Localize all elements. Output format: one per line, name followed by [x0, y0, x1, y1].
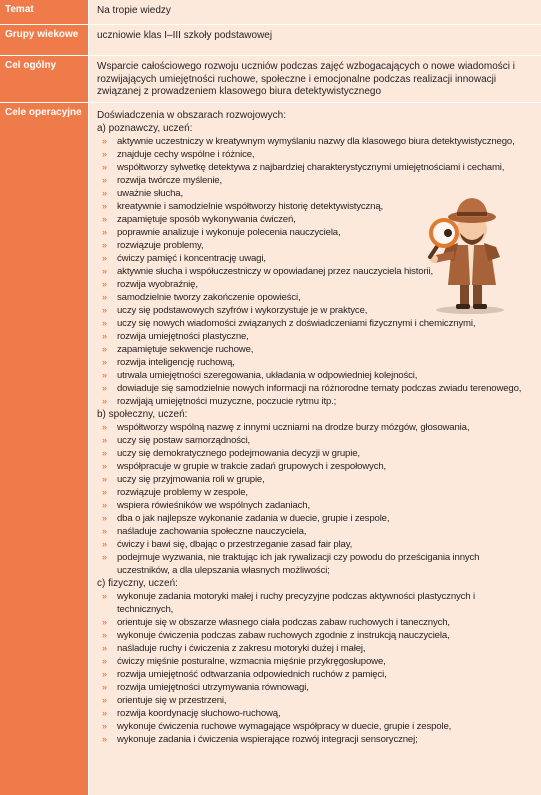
value-grupy: uczniowie klas I–III szkoły podstawowej	[89, 25, 541, 55]
list-item: » zapamiętuje sekwencje ruchowe,	[97, 343, 533, 356]
label-grupy: Grupy wiekowe	[0, 25, 88, 55]
value-temat: Na tropie wiedzy	[89, 0, 541, 24]
list-item: » uważnie słucha,	[97, 187, 533, 200]
row-temat	[0, 0, 541, 24]
list-item: » rozwijają umiejętności muzyczne, poczucie rytmu itp.;	[97, 395, 533, 408]
label-cel-ogolny: Cel ogólny	[0, 56, 88, 102]
list-item: » aktywnie słucha i współuczestniczy w opowiadanej przez nauczyciela historii,	[97, 265, 533, 278]
list-item: » kreatywnie i samodzielnie współtworzy historię detektywistyczną,	[97, 200, 533, 213]
list-item: » rozwiązuje problemy w zespole,	[97, 486, 533, 499]
list-item: » rozwiązuje problemy,	[97, 239, 533, 252]
row-cel-ogolny	[0, 56, 541, 102]
list-item: » poprawnie analizuje i wykonuje polecenia nauczyciela,	[97, 226, 533, 239]
heading-b: b) społeczny, uczeń:	[97, 409, 188, 420]
list-item: » dowiaduje się samodzielnie nowych informacji na różnorodne tematy podczas zwiadu terenowego,	[97, 382, 533, 395]
detective-illustration	[402, 185, 532, 315]
list-item: » samodzielnie tworzy zakończenie opowieści,	[97, 291, 533, 304]
list-item: » utrwala umiejętności szeregowania, układania w odpowiedniej kolejności,	[97, 369, 533, 382]
list-item: » rozwija wyobraźnię,	[97, 278, 533, 291]
label-temat: Temat	[0, 0, 88, 24]
list-item: » uczy się postaw samorządności,	[97, 434, 533, 447]
label-cele-operacyjne: Cele operacyjne	[0, 103, 88, 795]
list-item: » orientuje się w obszarze własnego ciała podczas zabaw ruchowych i tanecznych,	[97, 616, 533, 629]
row-grupy	[0, 25, 541, 55]
heading-a: a) poznawczy, uczeń:	[97, 123, 193, 134]
list-item: » podejmuje wyzwania, nie traktując ich jak rywalizacji czy powodu do prześcigania innych uczestników, a dla ulepszania własnych możliwości;	[97, 551, 533, 577]
list-item: » współpracuje w grupie w trakcie zadań grupowych i zespołowych,	[97, 460, 533, 473]
list-item: » uczy się przyjmowania roli w grupie,	[97, 473, 533, 486]
list-item: » ćwiczy mięśnie posturalne, wzmacnia mięśnie przykręgosłupowe,	[97, 655, 533, 668]
list-item: » współtworzy sylwetkę detektywa z najbardziej charakterystycznymi umiejętnościami i cechami,	[97, 161, 533, 174]
list-item: » znajduje cechy wspólne i różnice,	[97, 148, 533, 161]
list-item: » rozwija umiejętność odtwarzania odpowiednich ruchów z pamięci,	[97, 668, 533, 681]
list-item: » dba o jak najlepsze wykonanie zadania w duecie, grupie i zespole,	[97, 512, 533, 525]
list-item: » współtworzy wspólną nazwę z innymi uczniami na drodze burzy mózgów, głosowania,	[97, 421, 533, 434]
list-item: » naśladuje ruchy i ćwiczenia z zakresu motoryki dużej i małej,	[97, 642, 533, 655]
intro-text: Doświadczenia w obszarach rozwojowych:	[97, 110, 286, 121]
heading-c: c) fizyczny, uczeń:	[97, 578, 178, 589]
list-item: » wykonuje zadania motoryki małej i ruchy precyzyjne podczas aktywności plastycznych i technicznych,	[97, 590, 533, 616]
list-fizyczny	[97, 590, 533, 746]
list-item: » wykonuje zadania i ćwiczenia wspierające rozwój integracji sensorycznej;	[97, 733, 533, 746]
list-item: » ćwiczy i bawi się, dbając o przestrzeganie zasad fair play,	[97, 538, 533, 551]
list-item: » rozwija umiejętności utrzymywania równowagi,	[97, 681, 533, 694]
list-item: » wykonuje ćwiczenia podczas zabaw ruchowych zgodnie z instrukcją nauczyciela,	[97, 629, 533, 642]
list-item: » rozwija inteligencję ruchową,	[97, 356, 533, 369]
list-item: » uczy się podstawowych szyfrów i wykorzystuje je w praktyce,	[97, 304, 533, 317]
list-item: » uczy się demokratycznego podejmowania decyzji w grupie,	[97, 447, 533, 460]
list-item: » rozwija koordynację słuchowo-ruchową,	[97, 707, 533, 720]
list-item: » rozwija umiejętności plastyczne,	[97, 330, 533, 343]
list-item: » orientuje się w przestrzeni,	[97, 694, 533, 707]
list-item: » ćwiczy pamięć i koncentrację uwagi,	[97, 252, 533, 265]
value-cel-ogolny: Wsparcie całościowego rozwoju uczniów podczas zajęć wzbogacających o nowe wiadomości i rozwijających umiejętności ruchowe, społeczne i emocjonalne podczas realizacji innowacji związanej z prowadzeniem klasowego biura detektywistycznego	[89, 56, 541, 102]
list-item: » wykonuje ćwiczenia ruchowe wymagające współpracy w duecie, grupie i zespole,	[97, 720, 533, 733]
list-item: » aktywnie uczestniczy w kreatywnym wymyślaniu nazwy dla klasowego biura detektywistycznego,	[97, 135, 533, 148]
list-item: » zapamiętuje sposób wykonywania ćwiczeń,	[97, 213, 533, 226]
list-spoleczny	[97, 421, 533, 577]
list-item: » wspiera rówieśników we wspólnych zadaniach,	[97, 499, 533, 512]
list-item: » naśladuje zachowania społeczne nauczyciela,	[97, 525, 533, 538]
list-item: » rozwija twórcze myślenie,	[97, 174, 533, 187]
list-item: » uczy się nowych wiadomości związanych z doświadczeniami fizycznymi i chemicznymi,	[97, 317, 533, 330]
